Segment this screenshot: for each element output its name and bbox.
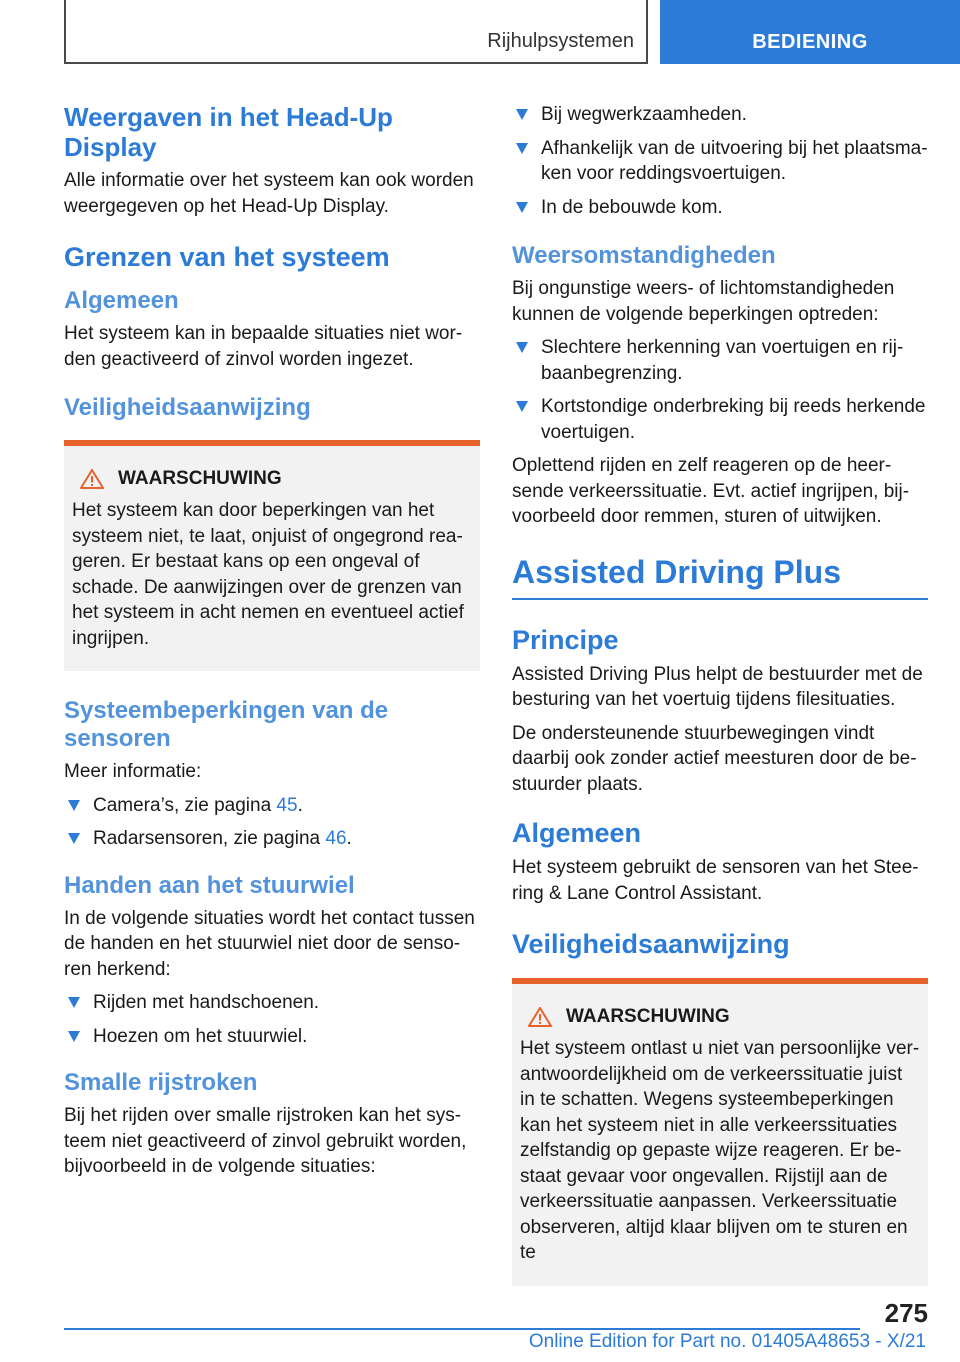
right-column [512,102,928,1286]
footer-edition: Online Edition for Part no. 01405A48653 - X/21 [528,1331,926,1352]
narrow-lanes-list [512,102,928,220]
heading-principle: Principe [512,624,619,655]
list-item [64,793,480,819]
list-item-text: In de bebouwde kom. [541,196,723,218]
heading-assisted-driving-plus: Assisted Driving Plus [512,550,928,600]
list-item-text: Kortstondige onderbreking bij reeds herkende voertuigen. [541,396,926,443]
paragraph-general-adp: Het systeem gebruikt de sensoren van het Steering & Lane Control Assistant. [512,857,919,904]
chapter-tab[interactable] [660,0,960,64]
list-item [512,335,928,386]
list-item [64,990,480,1016]
warning-box [64,440,480,671]
list-item [512,394,928,445]
paragraph-principle-1: Assisted Driving Plus helpt de bestuurder met de besturing van het voertuig tijdens filesituaties. [512,663,923,710]
paragraph-weather: Bij ongunstige weers- of lichtomstandigheden kunnen de volgende beperkingen optreden: [512,278,895,325]
bullet-triangle-icon [516,109,528,120]
list-item-text: Rijden met handschoenen. [93,992,320,1013]
bullet-triangle-icon [516,143,528,154]
heading-limits: Grenzen van het systeem [64,242,390,272]
paragraph-principle-2: De ondersteunende stuurbewegingen vindt daarbij ook zonder actief meesturen door de bestuurder plaats. [512,722,917,795]
heading-general: Algemeen [64,287,179,314]
list-item-end: . [346,828,352,849]
list-item [512,102,928,128]
heading-sensors: Systeembeperkingen van de sensoren [64,697,389,752]
list-item-text: Radarsensoren, zie pagina [93,828,326,849]
bullet-triangle-icon [68,997,80,1008]
footer-divider [64,1328,860,1330]
warning-text: Het systeem kan door beperkingen van het systeem niet, te laat, onjuist of ongegrond reageren. Er bestaat kans op een ongeval of schade. De aanwijzingen over de grenzen van het systeem in acht nemen en eventueel actief ingrijpen. [72,500,464,649]
bullet-triangle-icon [68,800,80,811]
paragraph-general: Het systeem kan in bepaalde situaties niet worden geactiveerd of zinvol worden ingezet. [64,323,463,370]
bullet-triangle-icon [516,342,528,353]
page-link[interactable]: 46 [325,828,347,849]
section-title: Rijhulpsystemen [487,30,634,52]
list-item-text: Afhankelijk van de uitvoering bij het plaatsmaken voor reddingsvoertuigen. [541,137,928,184]
list-item [512,136,928,187]
paragraph-hud: Alle informatie over het systeem kan ook worden weergegeven op het Head-Up Display. [64,170,474,217]
warning-box-adp [512,978,928,1286]
paragraph-attention: Oplettend rijden en zelf reageren op de heersende verkeerssituatie. Evt. actief ingrijpen, bijvoorbeeld door remmen, sturen of uitwijken. [512,455,910,527]
paragraph-more-info: Meer informatie: [64,761,202,782]
heading-weather: Weersomstandigheden [512,242,776,269]
page-number: 275 [884,1298,928,1328]
bullet-triangle-icon [68,1031,80,1042]
warning-triangle-icon [528,1007,552,1027]
warning-header [520,1006,920,1028]
page-link[interactable]: 45 [276,794,298,816]
hands-list [64,990,480,1049]
paragraph-hands: In de volgende situaties wordt het contact tussen de handen en het stuurwiel niet door de sensoren herkend: [64,907,475,980]
list-item-text: Slechtere herkenning van voertuigen en rijbaanbegrenzing. [541,337,904,384]
heading-narrow-lanes: Smalle rijstroken [64,1069,258,1096]
bullet-triangle-icon [68,833,80,844]
warning-title: WAARSCHUWING [118,468,282,489]
heading-hud: Weergaven in het Head-Up Display [64,102,393,162]
left-column [64,102,480,1188]
heading-hands: Handen aan het stuurwiel [64,871,355,899]
warning-triangle-icon [80,469,104,489]
warning-header [72,468,472,490]
heading-safety-adp: Veiligheidsaanwijzing [512,929,790,959]
list-item-text: Hoezen om het stuurwiel. [93,1025,308,1047]
chapter-label: BEDIENING [752,31,868,53]
bullet-triangle-icon [516,202,528,213]
bullet-triangle-icon [516,401,528,412]
list-item [64,826,480,852]
list-item-end: . [297,794,303,816]
list-item [512,195,928,221]
warning-title: WAARSCHUWING [566,1006,730,1027]
paragraph-narrow-lanes: Bij het rijden over smalle rijstroken kan het systeem niet geactiveerd of zinvol gebruikt worden, bijvoorbeeld in de volgende situaties: [64,1105,467,1177]
list-item-text: Bij wegwerkzaamheden. [541,104,747,125]
heading-general-adp: Algemeen [512,818,642,848]
heading-safety: Veiligheidsaanwijzing [64,394,311,421]
warning-text: Het systeem ontlast u niet van persoonlijke verantwoordelijkheid om de verkeerssituatie juist in te schatten. Wegens systeembeperkingen kan het systeem niet in alle verkeerssituaties zelfstandig op gepaste wijze reageren. Er bestaat gevaar voor ongevallen. Rijstijl aan de verkeerssituatie aanpassen. Verkeerssituatie observeren, altijd klaar blijven om te sturen en te [520,1038,920,1263]
list-item [64,1024,480,1050]
sensor-list [64,793,480,852]
weather-list [512,335,928,445]
list-item-text: Camera’s, zie pagina [93,794,277,816]
